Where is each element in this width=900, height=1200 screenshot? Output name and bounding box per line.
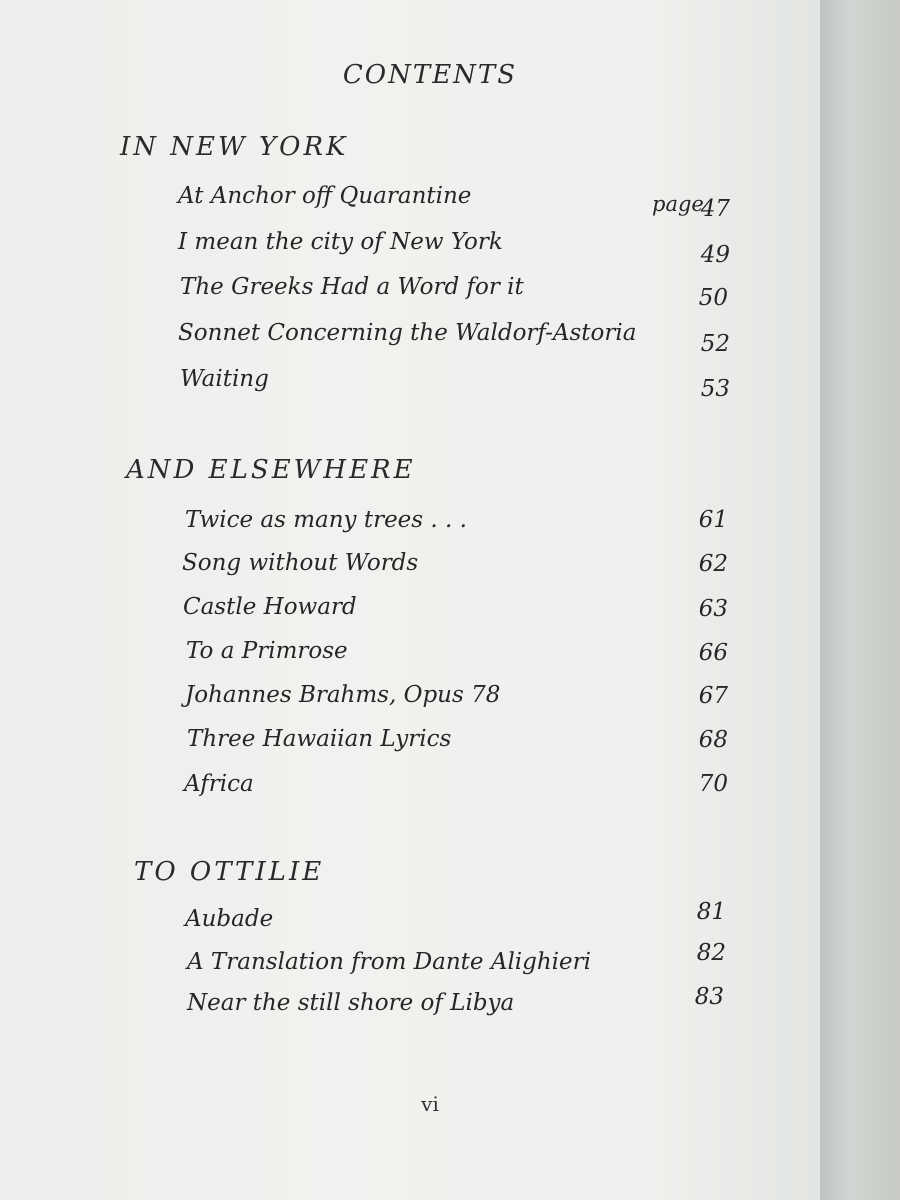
toc-entry: Castle Howard: [183, 594, 357, 620]
section-title-in-new-york: IN NEW YORK: [120, 132, 349, 162]
toc-entry: To a Primrose: [186, 638, 348, 664]
toc-page-number: 63: [698, 596, 728, 622]
toc-page-number: 50: [698, 285, 728, 311]
section-title-and-elsewhere: AND ELSEWHERE: [126, 455, 416, 485]
toc-page-number: 81: [696, 899, 726, 925]
toc-entry: Aubade: [185, 906, 274, 932]
contents-heading: CONTENTS: [342, 60, 518, 90]
toc-page-number: 52: [700, 331, 730, 357]
toc-entry: Song without Words: [182, 550, 419, 576]
toc-page-number: 61: [698, 507, 728, 533]
toc-page-number: 68: [698, 727, 728, 753]
toc-entry: Twice as many trees . . .: [185, 507, 467, 533]
toc-page-number: 53: [700, 376, 730, 402]
adjacent-page-edge: [820, 0, 900, 1200]
toc-entry: Waiting: [180, 366, 269, 392]
toc-entry: Sonnet Concerning the Waldorf-Astoria: [178, 320, 637, 346]
page-label: page: [652, 192, 704, 216]
toc-page-number: 82: [696, 940, 726, 966]
toc-page-number: 70: [698, 771, 728, 797]
toc-entry: Africa: [184, 771, 254, 797]
toc-entry: I mean the city of New York: [178, 229, 503, 255]
toc-page-number: 67: [698, 683, 728, 709]
toc-page-number: 62: [698, 551, 728, 577]
toc-page-number: 83: [694, 984, 724, 1010]
toc-entry: A Translation from Dante Alighieri: [187, 949, 592, 975]
toc-page-number: 47: [700, 196, 730, 222]
page-folio: vi: [421, 1092, 439, 1116]
toc-entry: At Anchor off Quarantine: [178, 183, 472, 209]
toc-page-number: 49: [700, 242, 730, 268]
toc-entry: Three Hawaiian Lyrics: [187, 726, 452, 752]
toc-entry: Johannes Brahms, Opus 78: [185, 682, 501, 708]
section-title-to-ottilie: TO OTTILIE: [134, 857, 325, 887]
toc-entry: Near the still shore of Libya: [187, 990, 515, 1016]
toc-entry: The Greeks Had a Word for it: [180, 274, 524, 300]
toc-page-number: 66: [698, 640, 728, 666]
